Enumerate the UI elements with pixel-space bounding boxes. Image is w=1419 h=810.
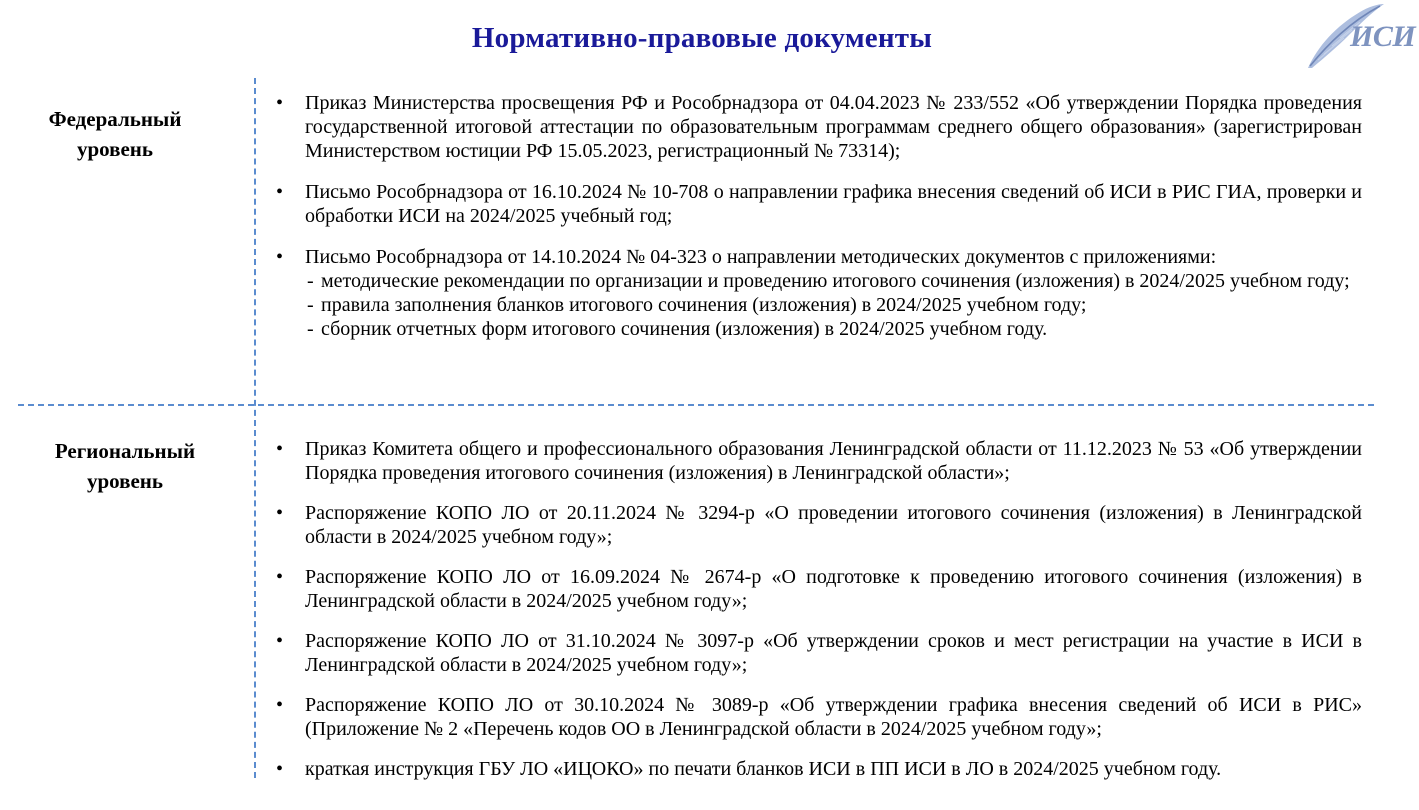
list-item	[276, 693, 1362, 741]
bullet-icon: •	[276, 630, 284, 652]
regional-level-heading	[10, 436, 240, 496]
bullet-icon: •	[276, 566, 284, 588]
sub-list-item-text: методические рекомендации по организации и проведению итогового сочинения (изложения) в 2024/2025 учебном году;	[321, 270, 1350, 292]
bullet-icon: •	[276, 181, 284, 203]
bullet-icon: •	[276, 438, 284, 460]
list-item-text: Распоряжение КОПО ЛО от 20.11.2024 № 3294-р «О проведении итогового сочинения (изложения) в Ленинградской области в 2024/2025 учебном году»;	[305, 502, 1362, 548]
sub-list-item	[307, 293, 1362, 317]
federal-heading-line1: Федеральный	[48, 107, 182, 131]
federal-document-list	[276, 91, 1362, 341]
sub-list	[305, 269, 1362, 341]
sub-list-item	[307, 269, 1362, 293]
regional-heading-line2: уровень	[86, 469, 164, 493]
list-item	[276, 437, 1362, 485]
federal-level-heading	[0, 104, 230, 164]
bullet-icon: •	[276, 758, 284, 780]
regional-document-list	[276, 437, 1362, 781]
dash-icon: -	[307, 318, 314, 340]
vertical-divider	[254, 78, 256, 778]
list-item	[276, 757, 1362, 781]
list-item	[276, 245, 1362, 341]
logo-text: ИСИ	[1350, 20, 1416, 53]
sub-list-item-text: сборник отчетных форм итогового сочинения (изложения) в 2024/2025 учебном году.	[321, 318, 1048, 340]
page-title: Нормативно-правовые документы	[471, 22, 933, 54]
list-item	[276, 629, 1362, 677]
bullet-icon: •	[276, 694, 284, 716]
list-item-text: Приказ Комитета общего и профессионального образования Ленинградской области от 11.12.2023 № 53 «Об утверждении Порядка проведения итогового сочинения (изложения) в Ленинградской области»;	[305, 438, 1362, 484]
horizontal-divider	[18, 404, 1374, 406]
dash-icon: -	[307, 270, 314, 292]
federal-heading-line2: уровень	[76, 137, 154, 161]
regional-heading-line1: Региональный	[54, 439, 196, 463]
sub-list-item-text: правила заполнения бланков итогового сочинения (изложения) в 2024/2025 учебном году;	[321, 294, 1087, 316]
list-item-text: Письмо Рособрнадзора от 16.10.2024 № 10-708 о направлении графика внесения сведений об ИСИ в РИС ГИА, проверки и обработки ИСИ на 2024/2025 учебный год;	[305, 181, 1362, 227]
bullet-icon: •	[276, 502, 284, 524]
list-item	[276, 565, 1362, 613]
list-item-text: краткая инструкция ГБУ ЛО «ИЦОКО» по печати бланков ИСИ в ПП ИСИ в ЛО в 2024/2025 учебном году.	[305, 758, 1222, 780]
sub-list-item	[307, 317, 1362, 341]
list-item	[276, 91, 1362, 163]
dash-icon: -	[307, 294, 314, 316]
list-item-text: Распоряжение КОПО ЛО от 30.10.2024 № 3089-р «Об утверждении графика внесения сведений об ИСИ в РИС» (Приложение № 2 «Перечень кодов ОО в Ленинградской области в 2024/2025 учебном году»;	[305, 694, 1362, 740]
list-item-text: Приказ Министерства просвещения РФ и Рособрнадзора от 04.04.2023 № 233/552 «Об утверждении Порядка проведения государственной итоговой аттестации по образовательным программам среднего общего образования» (зарегистрирован Министерством юстиции РФ 15.05.2023, регистрационный № 73314);	[305, 92, 1362, 162]
list-item	[276, 501, 1362, 549]
list-item-text: Распоряжение КОПО ЛО от 16.09.2024 № 2674-р «О подготовке к проведению итогового сочинения (изложения) в Ленинградской области в 2024/2025 учебном году»;	[305, 566, 1362, 612]
bullet-icon: •	[276, 92, 284, 114]
list-item-text: Распоряжение КОПО ЛО от 31.10.2024 № 3097-р «Об утверждении сроков и мест регистрации на участие в ИСИ в Ленинградской области в 2024/2025 учебном году»;	[305, 630, 1362, 676]
list-item-text: Письмо Рособрнадзора от 14.10.2024 № 04-323 о направлении методических документов с приложениями:	[305, 246, 1217, 268]
list-item	[276, 180, 1362, 228]
bullet-icon: •	[276, 246, 284, 268]
